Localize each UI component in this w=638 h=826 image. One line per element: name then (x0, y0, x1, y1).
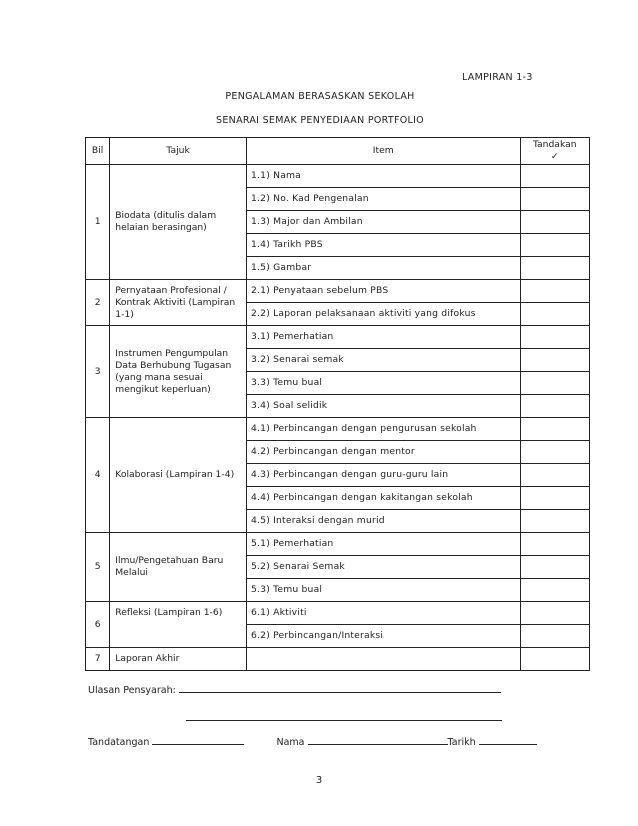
row-bil: 5 (86, 533, 110, 602)
row-checkbox-cell[interactable] (520, 303, 590, 326)
row-item: 1.1) Nama (247, 165, 521, 188)
row-item: 4.1) Perbincangan dengan pengurusan sekolah (247, 418, 521, 441)
row-bil: 7 (86, 648, 110, 671)
row-checkbox-cell[interactable] (520, 418, 590, 441)
table-row (86, 602, 590, 625)
row-checkbox-cell[interactable] (520, 257, 590, 280)
ulasan-field-2[interactable] (186, 712, 502, 721)
table-row (86, 280, 590, 303)
row-checkbox-cell[interactable] (520, 234, 590, 257)
row-bil: 6 (86, 602, 110, 648)
ulasan-label: Ulasan Pensyarah: (88, 685, 176, 696)
row-tajuk: Kolaborasi (Lampiran 1-4) (110, 418, 247, 533)
table-row (86, 165, 590, 188)
checklist-table (85, 137, 590, 671)
table-header-row (86, 138, 590, 165)
header-tandakan-label: Tandakan (532, 139, 577, 150)
page-number: 3 (315, 775, 323, 786)
row-checkbox-cell[interactable] (520, 510, 590, 533)
row-tajuk: Laporan Akhir (110, 648, 247, 671)
row-item: 1.4) Tarikh PBS (247, 234, 521, 257)
row-checkbox-cell[interactable] (520, 648, 590, 671)
row-tajuk: Pernyataan Profesional / Kontrak Aktiviti (Lampiran 1-1) (110, 280, 247, 326)
row-tajuk: Biodata (ditulis dalam helaian berasingan) (110, 165, 247, 280)
row-item: 6.1) Aktiviti (247, 602, 521, 625)
row-item: 5.2) Senarai Semak (247, 556, 521, 579)
row-bil: 4 (86, 418, 110, 533)
row-checkbox-cell[interactable] (520, 395, 590, 418)
row-item: 3.2) Senarai semak (247, 349, 521, 372)
row-item: 3.4) Soal selidik (247, 395, 521, 418)
row-checkbox-cell[interactable] (520, 280, 590, 303)
row-checkbox-cell[interactable] (520, 556, 590, 579)
table-row (86, 533, 590, 556)
row-checkbox-cell[interactable] (520, 165, 590, 188)
row-item: 1.5) Gambar (247, 257, 521, 280)
row-item: 6.2) Perbincangan/Interaksi (247, 625, 521, 648)
lampiran-label: LAMPIRAN 1-3 (462, 72, 533, 83)
row-item: 4.5) Interaksi dengan murid (247, 510, 521, 533)
row-checkbox-cell[interactable] (520, 625, 590, 648)
ulasan-line (88, 683, 501, 696)
row-checkbox-cell[interactable] (520, 602, 590, 625)
row-item: 5.3) Temu bual (247, 579, 521, 602)
row-item: 3.3) Temu bual (247, 372, 521, 395)
row-checkbox-cell[interactable] (520, 349, 590, 372)
check-icon: ✓ (550, 151, 559, 162)
row-tajuk: Ilmu/Pengetahuan Baru Melalui (110, 533, 247, 602)
header-item: Item (247, 138, 521, 165)
header-bil: Bil (86, 138, 110, 165)
tarikh-field[interactable] (479, 735, 537, 745)
document-title: PENGALAMAN BERASASKAN SEKOLAH (225, 91, 415, 102)
row-checkbox-cell[interactable] (520, 188, 590, 211)
table-row (86, 326, 590, 349)
tandatangan-label: Tandatangan (88, 737, 150, 748)
row-checkbox-cell[interactable] (520, 211, 590, 234)
row-item: 1.3) Major dan Ambilan (247, 211, 521, 234)
tarikh-label: Tarikh (447, 737, 476, 748)
row-checkbox-cell[interactable] (520, 372, 590, 395)
table-row (86, 648, 590, 671)
row-checkbox-cell[interactable] (520, 464, 590, 487)
row-checkbox-cell[interactable] (520, 487, 590, 510)
row-item: 4.4) Perbincangan dengan kakitangan sekolah (247, 487, 521, 510)
row-tajuk: Refleksi (Lampiran 1-6) (110, 602, 247, 648)
checklist-body (86, 165, 590, 671)
nama-label: Nama (276, 737, 305, 748)
row-item: 4.3) Perbincangan dengan guru-guru lain (247, 464, 521, 487)
document-subtitle: SENARAI SEMAK PENYEDIAAN PORTFOLIO (216, 115, 424, 126)
row-checkbox-cell[interactable] (520, 579, 590, 602)
signature-row (88, 735, 537, 748)
row-item: 1.2) No. Kad Pengenalan (247, 188, 521, 211)
ulasan-field[interactable] (179, 683, 501, 693)
row-tajuk: Instrumen Pengumpulan Data Berhubung Tugasan (yang mana sesuai mengikut keperluan) (110, 326, 247, 418)
header-tajuk: Tajuk (110, 138, 247, 165)
tandatangan-field[interactable] (152, 735, 244, 745)
row-item (247, 648, 521, 671)
row-bil: 2 (86, 280, 110, 326)
row-item: 2.1) Penyataan sebelum PBS (247, 280, 521, 303)
header-tandakan (520, 138, 590, 165)
row-item: 5.1) Pemerhatian (247, 533, 521, 556)
row-item: 4.2) Perbincangan dengan mentor (247, 441, 521, 464)
row-checkbox-cell[interactable] (520, 326, 590, 349)
nama-field[interactable] (308, 735, 448, 745)
row-checkbox-cell[interactable] (520, 533, 590, 556)
row-bil: 1 (86, 165, 110, 280)
row-checkbox-cell[interactable] (520, 441, 590, 464)
table-row (86, 418, 590, 441)
row-bil: 3 (86, 326, 110, 418)
row-item: 2.2) Laporan pelaksanaan aktiviti yang difokus (247, 303, 521, 326)
row-item: 3.1) Pemerhatian (247, 326, 521, 349)
